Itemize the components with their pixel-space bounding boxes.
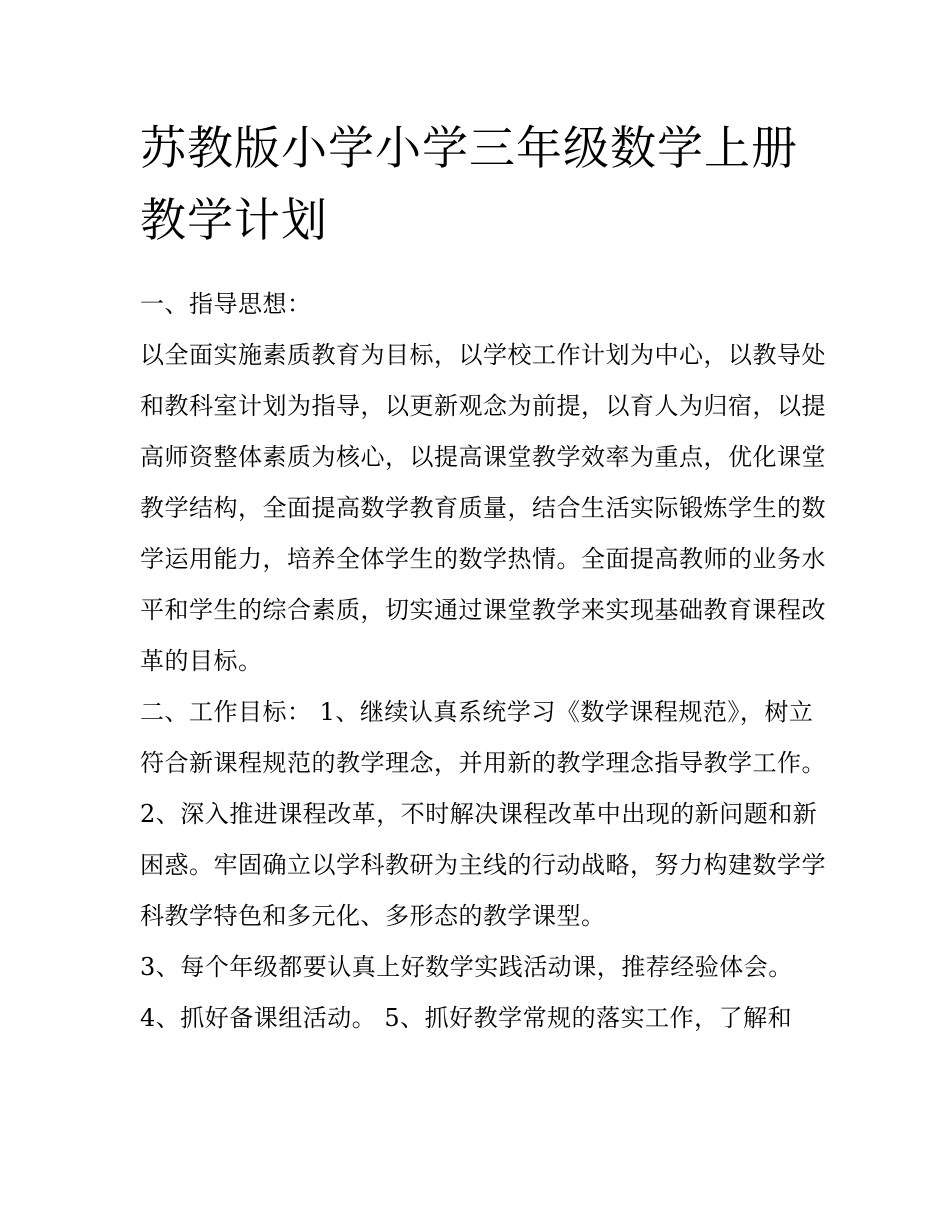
document-body [140,279,830,1044]
paragraph-work-goals-3: 3、每个年级都要认真上好数学实践活动课，推荐经验体会。 [140,953,793,981]
paragraph-work-goals-4-5: 4、抓好备课组活动。 5、抓好教学常规的落实工作，了解和 [140,1004,793,1032]
paragraph-work-goals-2: 2、深入推进课程改革，不时解决课程改革中出现的新问题和新困惑。牢固确立以学科教研为主线的行动战略，努力构建数学学科教学特色和多元化、多形态的教学课型。 [140,800,826,930]
paragraph-work-goals-1: 二、工作目标： 1、继续认真系统学习《数学课程规范》，树立符合新课程规范的教学理念，并用新的教学理念指导教学工作。 [140,698,826,777]
section-heading-guiding-ideology: 一、指导思想： [140,290,312,318]
document-title: 苏教版小学小学三年级数学上册教学计划 [140,121,798,247]
paragraph-guiding-ideology: 以全面实施素质教育为目标，以学校工作计划为中心，以教导处和教科室计划为指导，以更新观念为前提，以育人为归宿，以提高师资整体素质为核心，以提高课堂教学效率为重点，优化课堂教学结构，全面提高数学教育质量，结合生活实际锻炼学生的数学运用能力，培养全体学生的数学热情。全面提高教师的业务水平和学生的综合素质，切实通过课堂教学来实现基础教育课程改革的目标。 [140,341,826,675]
